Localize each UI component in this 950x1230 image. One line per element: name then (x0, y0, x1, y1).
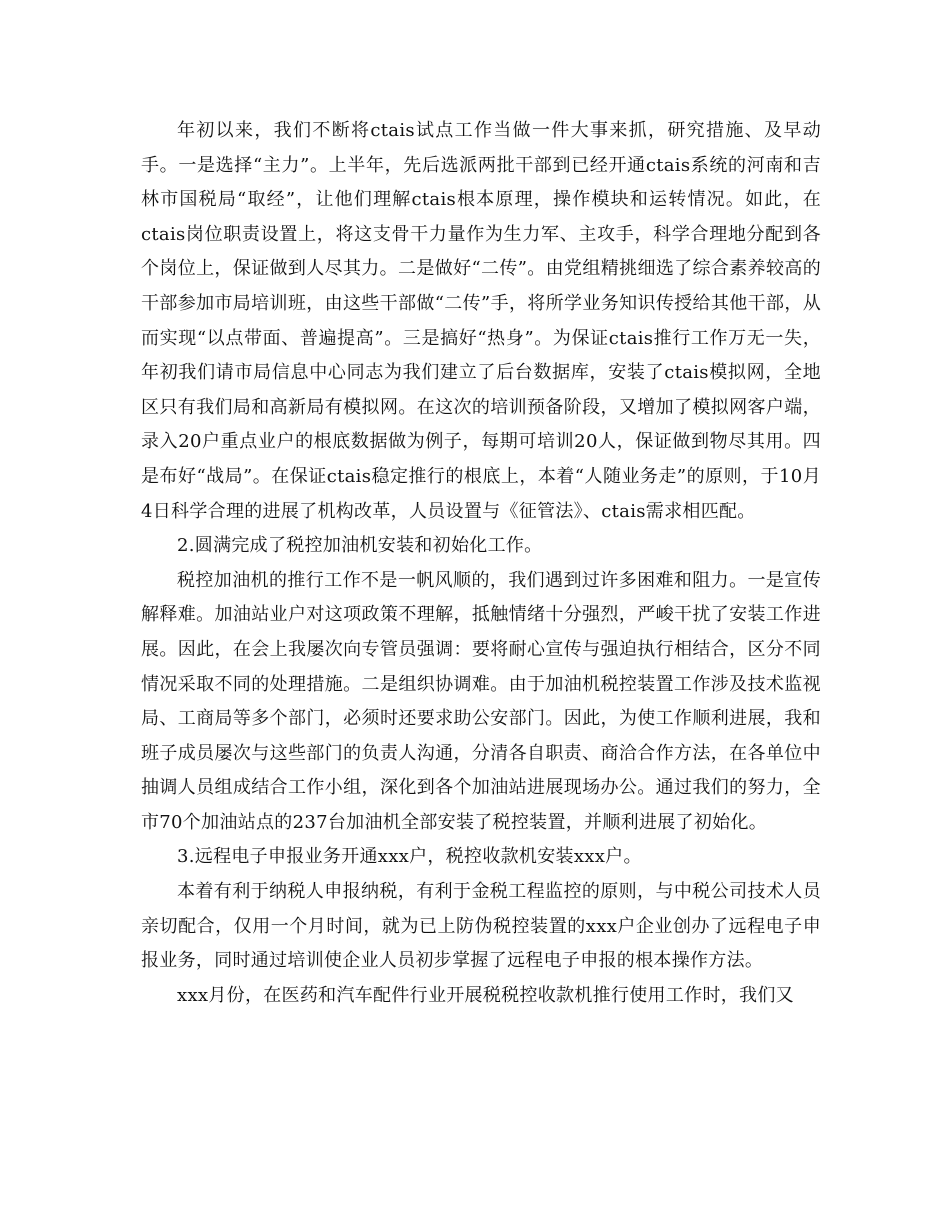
paragraph-fuel-dispenser: 税控加油机的推行工作不是一帆风顺的，我们遇到过许多困难和阻力。一是宣传解释难。加油站业户对这项政策不理解，抵触情绪十分强烈，严峻干扰了安装工作进展。因此，在会上我屡次向专管员强调：要将耐心宣传与强迫执行相结合，区分不同情况采取不同的处理措施。二是组织协调难。由于加油机税控装置工作涉及技术监视局、工商局等多个部门，必须时还要求助公安部门。因此，为使工作顺利进展，我和班子成员屡次与这些部门的负责人沟通，分清各自职责、商洽合作方法，在各单位中抽调人员组成结合工作小组，深化到各个加油站进展现场办公。通过我们的努力，全市70个加油站点的237台加油机全部安装了税控装置，并顺利进展了初始化。 (141, 569, 821, 833)
paragraph-e-filing: 本着有利于纳税人申报纳税，有利于金税工程监控的原则，与中税公司技术人员亲切配合，仅用一个月时间，就为已上防伪税控装置的xxx户企业创办了远程电子申报业务，同时通过培训使企业人员初步掌握了远程电子申报的根本操作方法。 (141, 881, 821, 972)
heading-fuel-dispenser: 2.圆满完成了税控加油机安装和初始化工作。 (177, 535, 543, 557)
heading-e-filing: 3.远程电子申报业务开通xxx户，税控收款机安装xxx户。 (177, 846, 642, 868)
document-body (141, 114, 821, 1013)
paragraph-cash-register: xxx月份，在医药和汽车配件行业开展税税控收款机推行使用工作时，我们又 (177, 984, 794, 1006)
paragraph-ctais-pilot: 年初以来，我们不断将ctais试点工作当做一件大事来抓，研究措施、及早动手。一是选择“主力”。上半年，先后选派两批干部到已经开通ctais系统的河南和吉林市国税局“取经”，让他们理解ctais根本原理，操作模块和运转情况。如此，在ctais岗位职责设置上，将这支骨干力量作为生力军、主攻手，科学合理地分配到各个岗位上，保证做到人尽其力。二是做好“二传”。由党组精挑细选了综合素养较高的干部参加市局培训班，由这些干部做“二传”手，将所学业务知识传授给其他干部，从而实现“以点带面、普遍提高”。三是搞好“热身”。为保证ctais推行工作万无一失，年初我们请市局信息中心同志为我们建立了后台数据库，安装了ctais模拟网，全地区只有我们局和高新局有模拟网。在这次的培训预备阶段，又增加了模拟网客户端，录入20户重点业户的根底数据做为例子，每期可培训20人，保证做到物尽其用。四是布好“战局”。在保证ctais稳定推行的根底上，本着“人随业务走”的原则，于10月4日科学合理的进展了机构改革，人员设置与《征管法》、ctais需求相匹配。 (141, 120, 821, 522)
